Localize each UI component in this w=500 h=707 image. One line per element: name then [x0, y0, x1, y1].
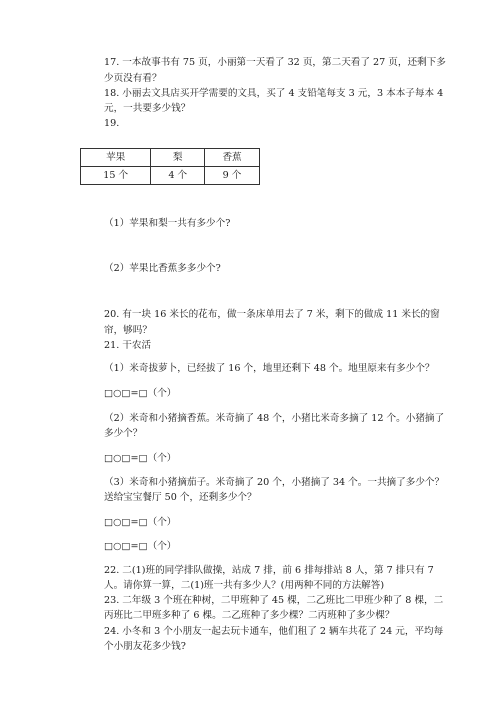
table-cell-pear: 4 个: [151, 167, 205, 185]
q19-number: 19.: [104, 118, 120, 129]
q24-line-2: 个小朋友花多少钱?: [104, 641, 186, 652]
q21-sub-3-line-1: （3）米奇和小猪摘茄子。米奇摘了 20 个，小猪摘了 34 个。一共摘了多少个？: [104, 477, 445, 488]
q18-line-2: 元，一共要多少钱？: [104, 103, 191, 114]
q21-sub-3-line-2: 送给宝宝餐厅 50 个，还剩多少个？: [104, 492, 257, 503]
fruit-count-table: [80, 148, 260, 185]
table-header-apple: 苹果: [81, 149, 151, 167]
q21-answer-2: □○□=□（个）: [104, 453, 177, 464]
q20-line-2: 帘，够吗？: [104, 325, 152, 336]
q22-line-1: 22. 二(1)班的同学排队做操，站成 7 排，前 6 排每排站 8 人，第 7 排只有 7: [104, 565, 434, 576]
q21-sub-2-line-1: （2）米奇和小猪摘香蕉。米奇摘了 48 个，小猪比米奇多摘了 12 个。小猪摘了: [104, 413, 445, 424]
table-header-pear: 梨: [151, 149, 205, 167]
table-header-banana: 香蕉: [205, 149, 260, 167]
q20-line-1: 20. 有一块 16 米长的花布，做一条床单用去了 7 米，剩下的做成 11 米长的窗: [104, 309, 440, 320]
q21-sub-2-line-2: 多少个？: [104, 428, 143, 439]
q22-line-2: 人。请你算一算，二(1)班一共有多少人？(用两种不同的方法解答): [104, 580, 385, 591]
q23-line-2: 丙班比二甲班多种了 6 棵。二乙班种了多少棵？二丙班种了多少棵？: [104, 610, 395, 621]
q19-sub-1: （1）苹果和梨一共有多少个?: [104, 218, 231, 229]
q21-answer-3a: □○□=□（个）: [104, 517, 177, 528]
table-cell-banana: 9 个: [205, 167, 260, 185]
q17-line-2: 少页没有看？: [104, 73, 162, 84]
table-cell-apple: 15 个: [81, 167, 151, 185]
q24-line-1: 24. 小冬和 3 个小朋友一起去玩卡通车，他们租了 2 辆车共花了 24 元，平均每: [104, 626, 444, 637]
q19-sub-2: （2）苹果比香蕉多多少个?: [104, 263, 221, 274]
q21-title: 21. 干农活: [104, 340, 152, 351]
q18-line-1: 18. 小丽去文具店买开学需要的文具，买了 4 支铅笔每支 3 元，3 本本子每本 4: [104, 88, 444, 99]
q21-sub-1: （1）米奇拔萝卜，已经拔了 16 个，地里还剩下 48 个。地里原来有多少个？: [104, 363, 435, 374]
q21-answer-3b: □○□=□（个）: [104, 541, 177, 552]
q23-line-1: 23. 二年级 3 个班在种树，二甲班种了 45 棵，二乙班比二甲班少种了 8 棵，二: [104, 595, 444, 606]
table-row: [81, 149, 260, 167]
q17-line-1: 17. 一本故事书有 75 页，小丽第一天看了 32 页，第二天看了 27 页，还剩下多: [104, 57, 446, 68]
table-row: [81, 167, 260, 185]
q21-answer-1: □○□=□（个）: [104, 388, 177, 399]
